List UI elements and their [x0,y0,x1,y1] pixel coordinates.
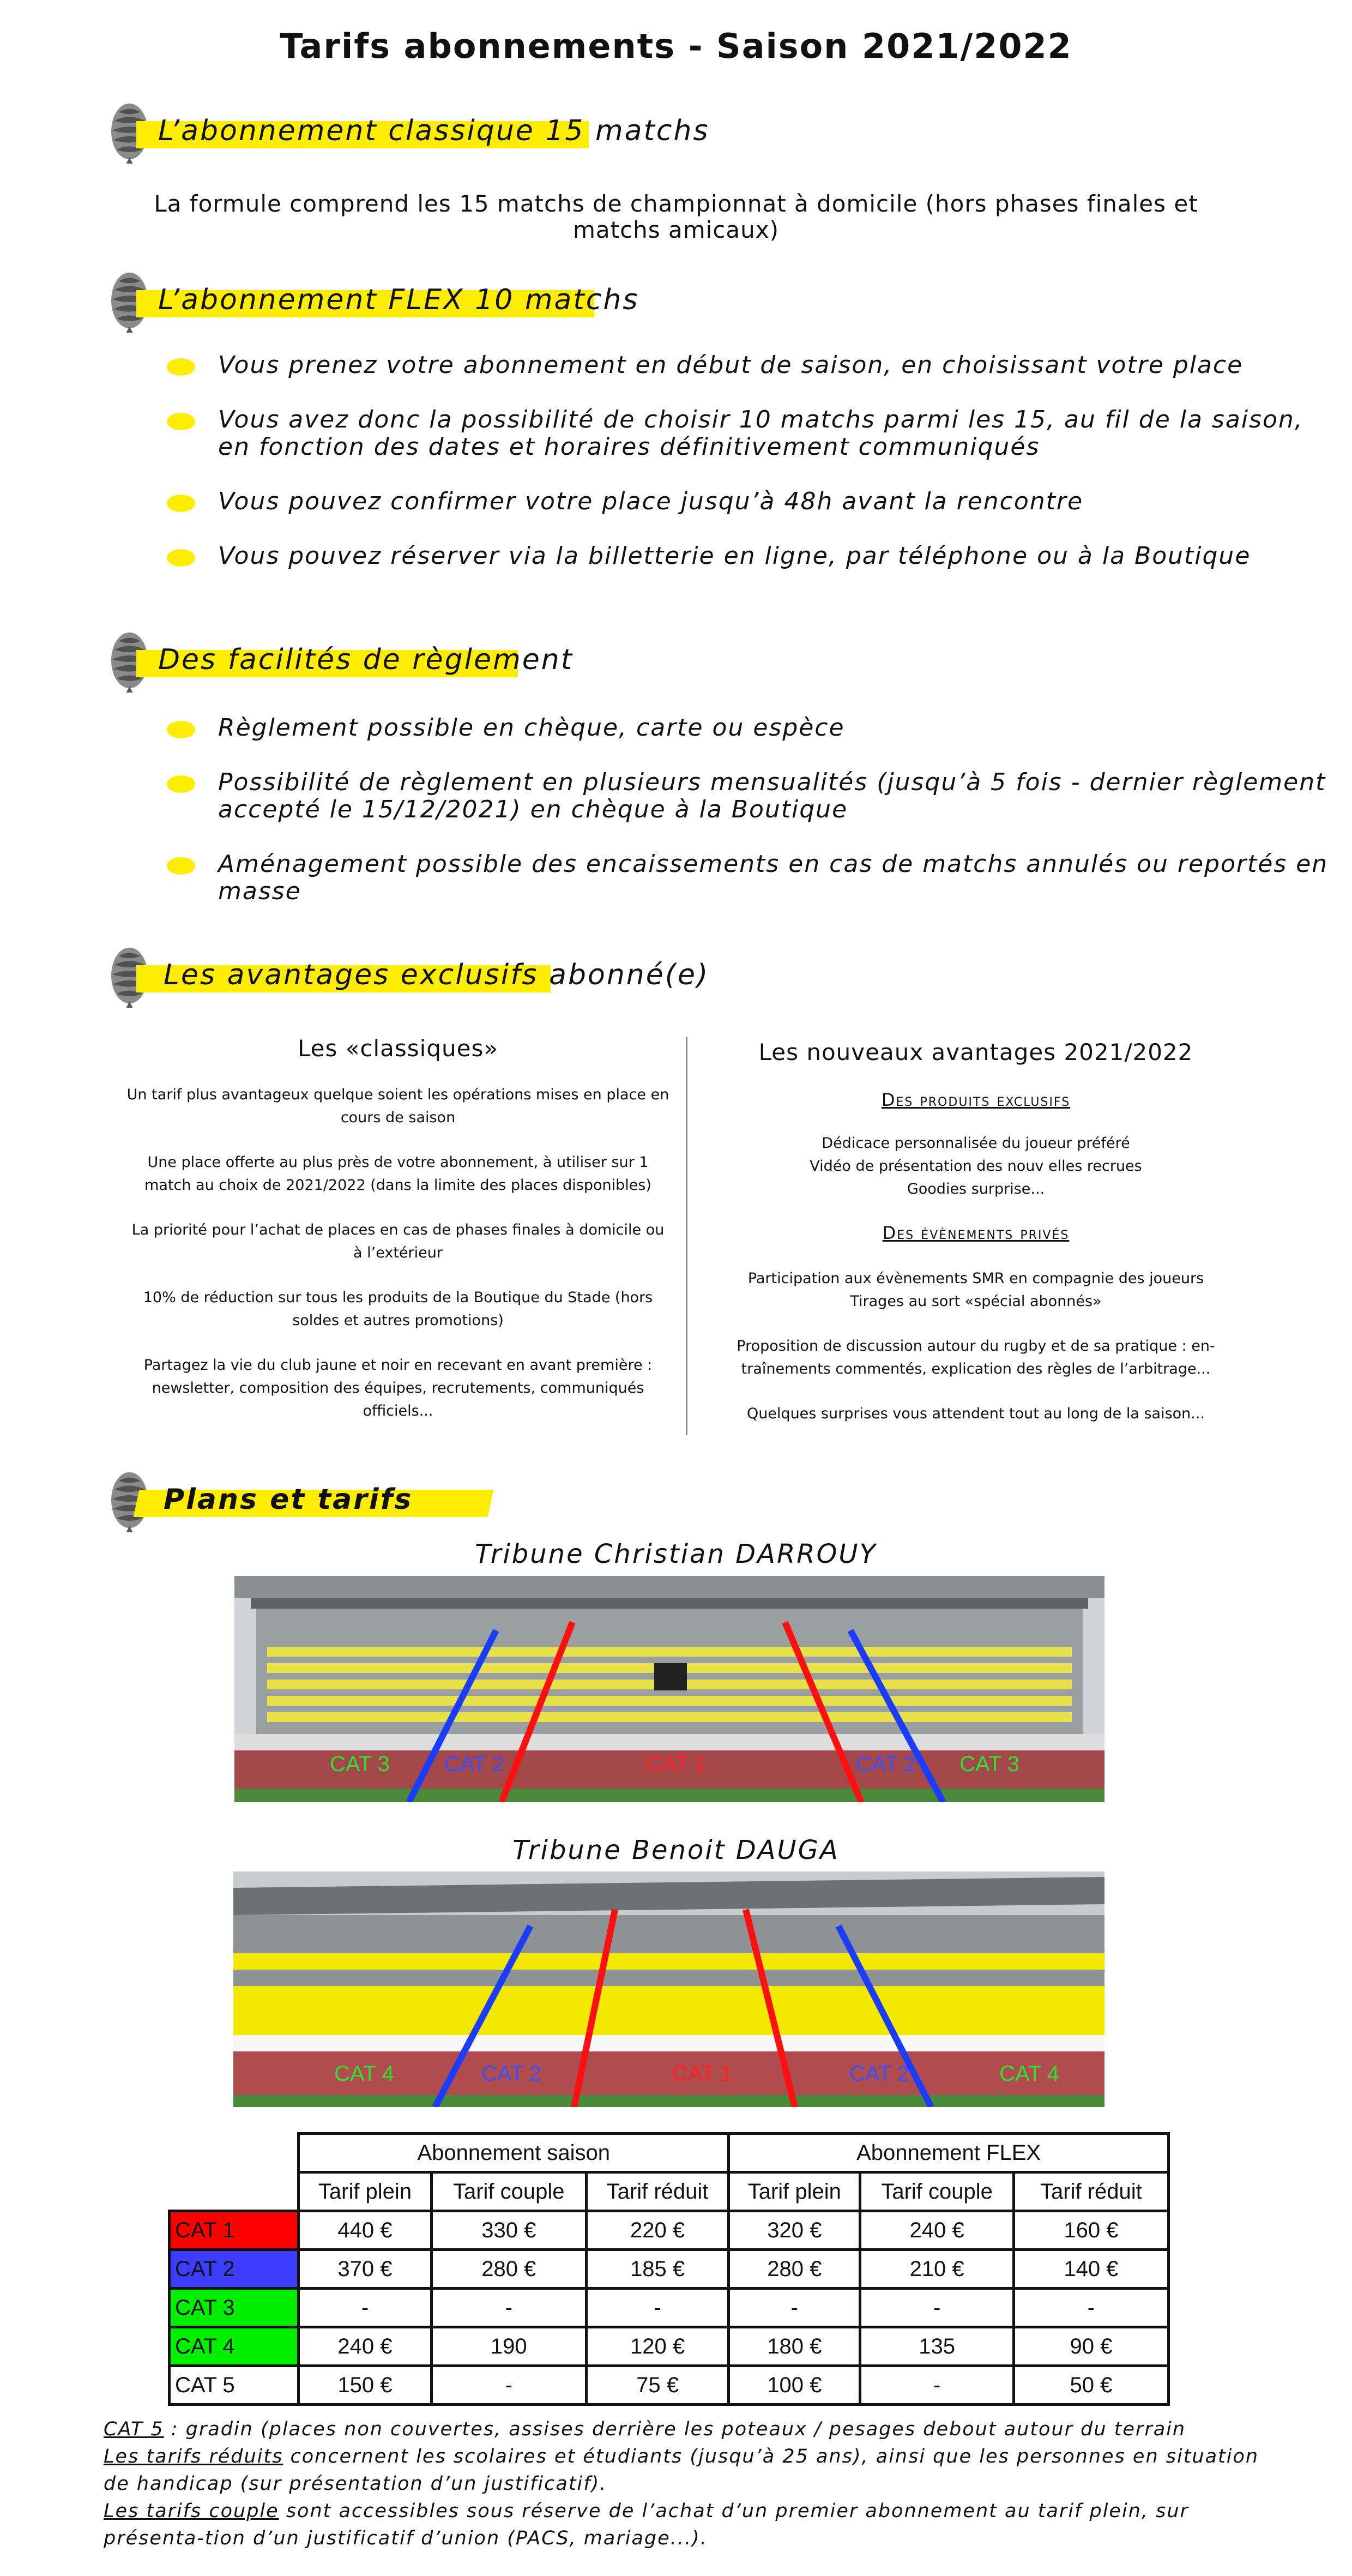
column-header: Tarif réduit [1013,2172,1168,2211]
zone-label: CAT 2 [444,1752,504,1776]
table-row: CAT 5 150 € - 75 € 100 € - 50 € [170,2366,1169,2405]
category-cell: CAT 4 [170,2327,299,2366]
column-header: Tarif réduit [586,2172,728,2211]
section-avantages-heading: Les avantages exclusifs abonné(e) [104,953,812,999]
avantages-nouveaux-column: Les nouveaux avantages 2021/2022 Des produits exclusifs Dédicace personnalisée du joueur préféré Vidéo de présentation des nouv elles recrues Goodies surprise... Des évènements privés Participation aux évènements SMR en compagnie des joueurs Tirages au sort «spécial abonnés» Proposition de discussion autour du rugby et de sa pratique : en-traînements commentés, explication des règles de l’arbitrage... Quelques surprises vous attendent tout au long de la saison... [703,1039,1248,1425]
group-header-flex: Abonnement FLEX [729,2134,1169,2172]
stand-title: Tribune Benoit DAUGA [512,1835,840,1865]
list-item: Vous pouvez confirmer votre place jusqu’à 48h avant la rencontre [169,488,1341,521]
category-cell: CAT 3 [170,2289,299,2327]
zone-label: CAT 2 [856,1752,916,1776]
list-item: Aménagement possible des encaissements en cas de matchs annulés ou reportés en masse [169,851,1341,911]
zone-label: CAT 3 [959,1752,1019,1776]
zone-label: CAT 1 [672,2062,732,2086]
column-title: Les nouveaux avantages 2021/2022 [758,1039,1193,1066]
zone-label: CAT 4 [334,2062,394,2086]
footnotes: CAT 5 : gradin (places non couvertes, assises derrière les poteaux / pesages debout autour du terrain Les tarifs réduits concernent les scolaires et étudiants (jusqu’à 25 ans), ainsi que les personnes en situation de handicap (sur présentation d’un justificatif). Les tarifs couple sont accessibles sous réserve de l’achat d’un premier abonnement au tarif plein, sur présenta-tion d’un justificatif d’union (PACS, mariage...). [104,2418,1259,2549]
bullet-icon [167,857,195,875]
zone-label: CAT 3 [330,1752,390,1776]
price-table [168,2132,1170,2406]
bullet-icon [167,721,195,738]
column-title: Les «classiques» [297,1035,499,1062]
list-item: Vous avez donc la possibilité de choisir 10 matchs parmi les 15, au fil de la saison, en fonction des dates et horaires définitivement communiqués [169,406,1341,466]
zone-label: CAT 1 [646,1752,706,1776]
zone-label: CAT 2 [481,2062,541,2086]
list-item: Vous pouvez réserver via la billetterie en ligne, par téléphone ou à la Boutique [169,543,1341,575]
list-item: Vous prenez votre abonnement en début de saison, en choisissant votre place [169,352,1341,384]
zone-label: CAT 2 [849,2062,909,2086]
table-row: CAT 2 370 € 280 € 185 € 280 € 210 € 140 € [170,2250,1169,2289]
bullet-icon [167,775,195,793]
column-divider [686,1037,687,1435]
section-facilites-heading: Des facilités de règlement [104,638,758,684]
section-flex-heading: L’abonnement FLEX 10 matchs [104,278,758,324]
category-cell: CAT 5 [170,2366,299,2405]
column-header: Tarif couple [431,2172,586,2211]
bullet-icon [167,413,195,430]
column-header: Tarif couple [860,2172,1013,2211]
column-header: Tarif plein [729,2172,860,2211]
bullet-icon [167,495,195,512]
classique-description: La formule comprend les 15 matchs de championnat à domicile (hors phases finales et matchs amicaux) [154,190,1198,243]
stand-title: Tribune Christian DARROUY [475,1539,877,1569]
stand-darrouy-plan [234,1576,1104,1802]
list-item: Possibilité de règlement en plusieurs mensualités (jusqu’à 5 fois - dernier règlement accepté le 15/12/2021) en chèque à la Boutique [169,769,1341,829]
column-header: Tarif plein [299,2172,431,2211]
bullet-icon [167,549,195,567]
category-cell: CAT 1 [170,2211,299,2250]
bullet-icon [167,358,195,376]
zone-label: CAT 4 [999,2062,1059,2086]
table-row: CAT 3 - - - - - - [170,2289,1169,2327]
section-classique-heading: L’abonnement classique 15 matchs [104,109,758,155]
table-row: CAT 4 240 € 190 120 € 180 € 135 90 € [170,2327,1169,2366]
avantages-classiques-column: Les «classiques» Un tarif plus avantageux quelque soient les opérations mises en place en cours de saison Une place offerte au plus près de votre abonnement, à utiliser sur 1 match au choix de 2021/2022 (dans la limite des places disponibles) La priorité pour l’achat de places en cas de phases finales à domicile ou à l’extérieur 10% de réduction sur tous les produits de la Boutique du Stade (hors soldes et autres promotions) Partagez la vie du club jaune et noir en recevant en avant première : newsletter, composition des équipes, recrutements, communiqués officiels... [125,1035,671,1423]
stand-dauga-plan [233,1871,1104,2107]
page-title: Tarifs abonnements - Saison 2021/2022 [280,26,1072,66]
table-row: CAT 1 440 € 330 € 220 € 320 € 240 € 160 € [170,2211,1169,2250]
group-header-saison: Abonnement saison [299,2134,729,2172]
category-cell: CAT 2 [170,2250,299,2289]
section-plans-heading: Plans et tarifs [104,1478,649,1524]
list-item: Règlement possible en chèque, carte ou espèce [169,714,1341,747]
